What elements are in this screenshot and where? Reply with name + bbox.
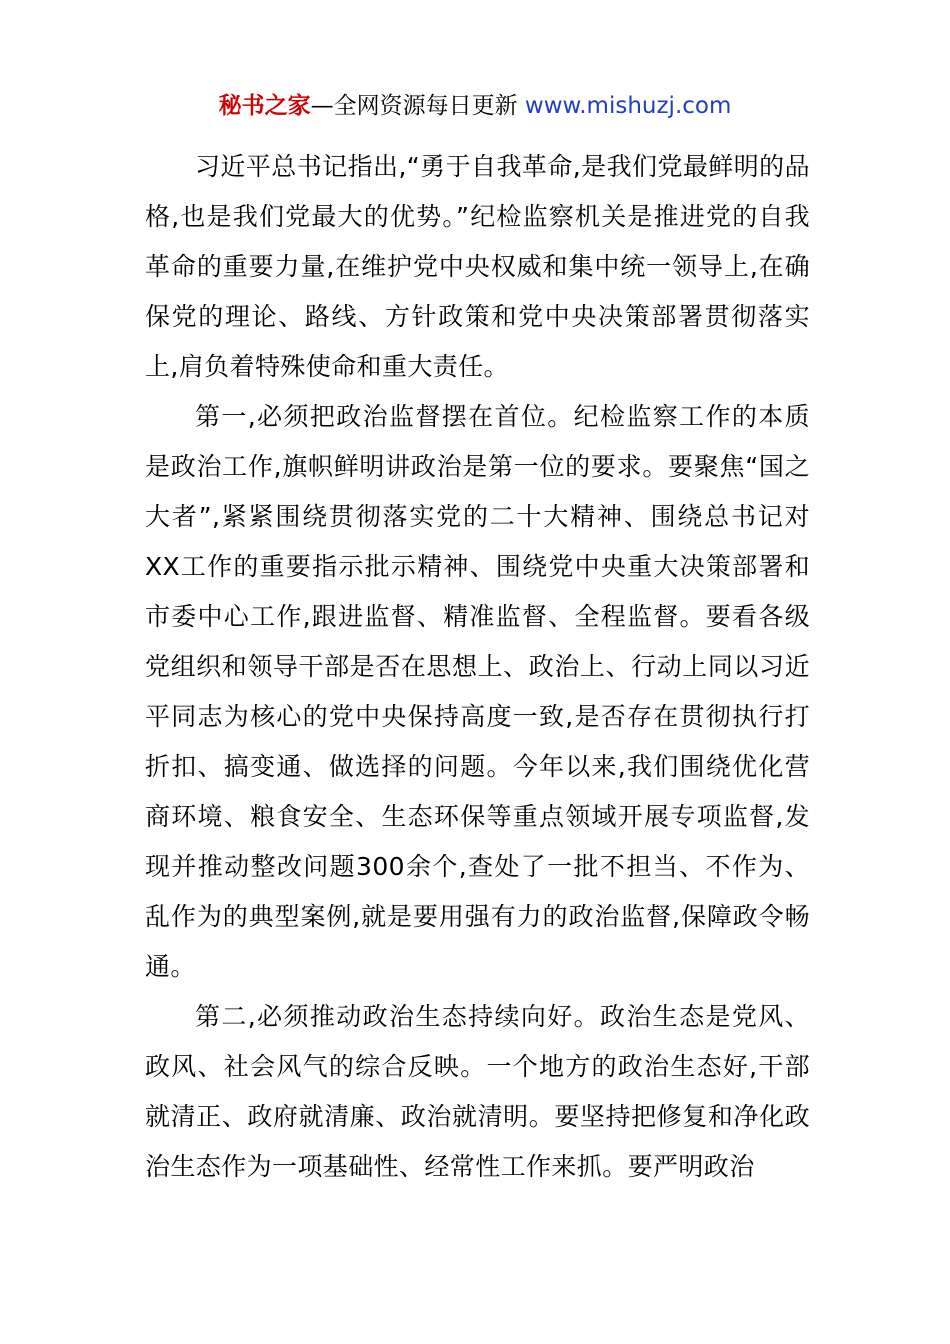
page-header [0,88,950,124]
header-tagline: —全网资源每日更新 [310,93,525,119]
brand-name: 秘书之家 [218,93,311,119]
paragraph-1: 习近平总书记指出,“勇于自我革命,是我们党最鲜明的品格,也是我们党最大的优势。”纪检监察机关是推进党的自我革命的重要力量,在维护党中央权威和集中统一领导上,在确保党的理论、路线、方针政策和党中央决策部署贯彻落实上,肩负着特殊使命和重大责任。 [145,152,810,381]
paragraph-2: 第一,必须把政治监督摆在首位。纪检监察工作的本质是政治工作,旗帜鲜明讲政治是第一位的要求。要聚焦“国之大者”,紧紧围绕贯彻落实党的二十大精神、围绕总书记对XX工作的重要指示批示精神、围绕党中央重大决策部署和市委中心工作,跟进监督、精准监督、全程监督。要看各级党组织和领导干部是否在思想上、政治上、行动上同以习近平同志为核心的党中央保持高度一致,是否存在贯彻执行打折扣、搞变通、做选择的问题。今年以来,我们围绕优化营商环境、粮食安全、生态环保等重点领域开展专项监督,发现并推动整改问题300余个,查处了一批不担当、不作为、乱作为的典型案例,就是要用强有力的政治监督,保障政令畅通。 [145,402,810,981]
site-url: www.mishuzj.com [524,93,732,119]
document-body [145,142,810,1192]
paragraph-3: 第二,必须推动政治生态持续向好。政治生态是党风、政风、社会风气的综合反映。一个地方的政治生态好,干部就清正、政府就清廉、政治就清明。要坚持把修复和净化政治生态作为一项基础性、经常性工作来抓。要严明政治 [145,1002,810,1181]
